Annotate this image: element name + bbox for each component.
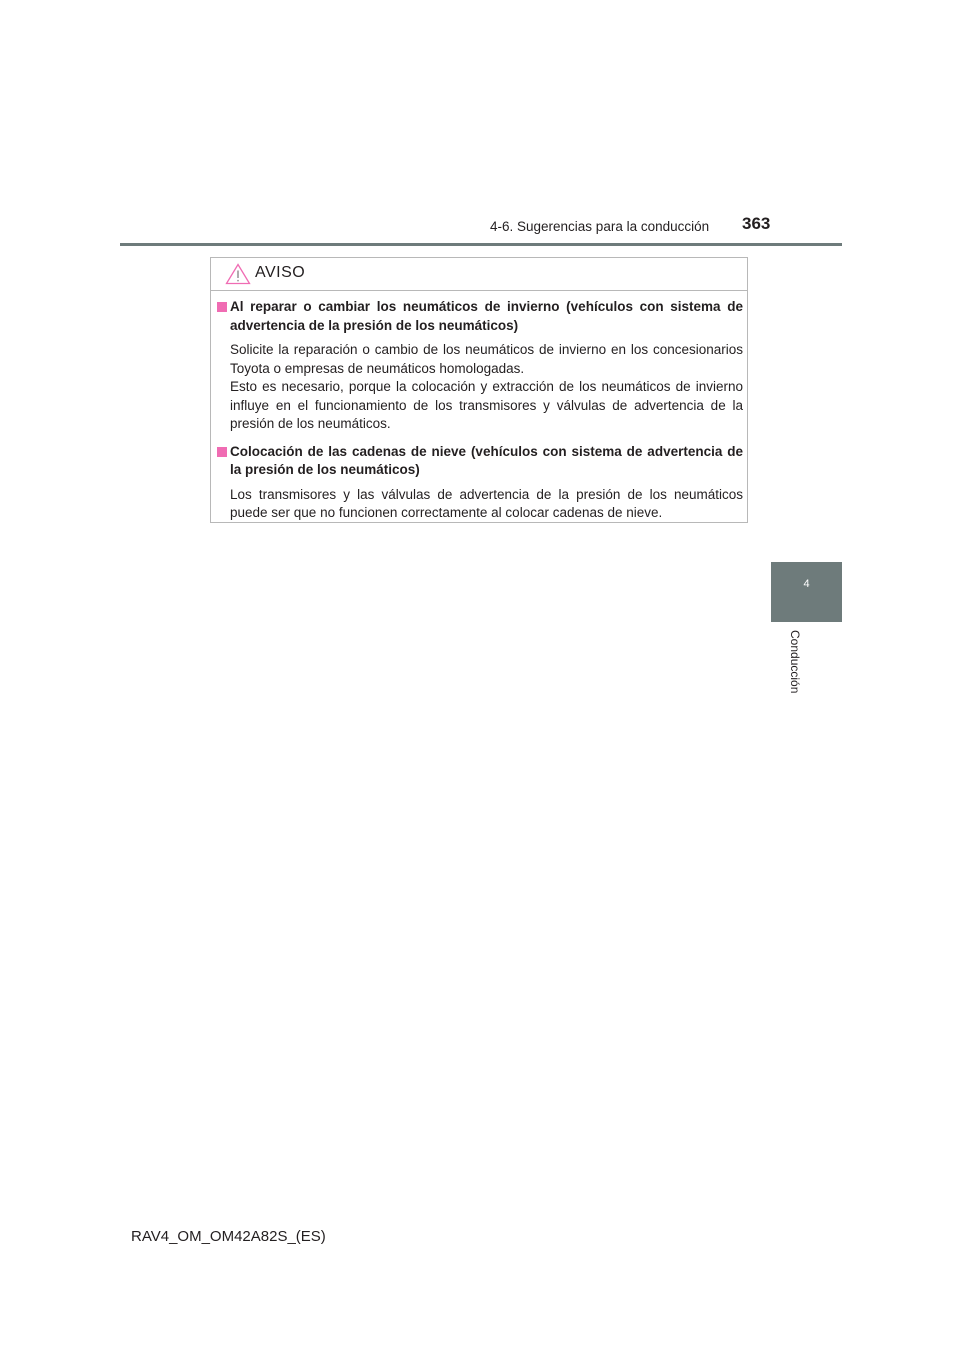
- page-number: 363: [742, 214, 771, 233]
- item-heading-text: Colocación de las cadenas de nieve (vehículos con sistema de advertencia de la presión de los neumáticos): [230, 443, 743, 477]
- header-rule: [120, 243, 842, 246]
- header-section-title: 4-6. Sugerencias para la conducción: [490, 219, 710, 234]
- item-heading: [216, 298, 743, 335]
- warning-header: [211, 258, 747, 291]
- item-spacer: [216, 434, 743, 443]
- item-heading: [216, 443, 743, 480]
- warning-item: [216, 298, 743, 434]
- warning-item: [216, 443, 743, 523]
- chapter-tab: [771, 562, 842, 622]
- pink-square-bullet-icon: [217, 302, 227, 312]
- item-body: [216, 486, 743, 523]
- item-paragraph: Solicite la reparación o cambio de los neumáticos de invierno en los concesionarios Toyota o empresas de neumáticos homologadas.: [230, 342, 743, 376]
- warning-title: AVISO: [255, 264, 306, 281]
- item-paragraph: Esto es necesario, porque la colocación y extracción de los neumáticos de invierno influye en el funcionamiento de los transmisores y válvulas de advertencia de la presión de los neumáticos.: [230, 379, 743, 431]
- item-body: [216, 341, 743, 434]
- chapter-number: 4: [803, 578, 810, 590]
- warning-triangle-icon: [225, 263, 251, 285]
- item-heading-text: Al reparar o cambiar los neumáticos de invierno (vehículos con sistema de advertencia de la presión de los neumáticos): [230, 299, 743, 333]
- item-paragraph: Los transmisores y las válvulas de advertencia de la presión de los neumáticos puede ser que no funcionen correctamente al colocar cadenas de nieve.: [230, 486, 743, 520]
- chapter-label: Conducción: [788, 630, 802, 694]
- warning-box: [210, 257, 748, 523]
- warning-content: [216, 298, 743, 523]
- pink-square-bullet-icon: [217, 447, 227, 457]
- footer-doc-code: RAV4_OM_OM42A82S_(ES): [131, 1228, 326, 1245]
